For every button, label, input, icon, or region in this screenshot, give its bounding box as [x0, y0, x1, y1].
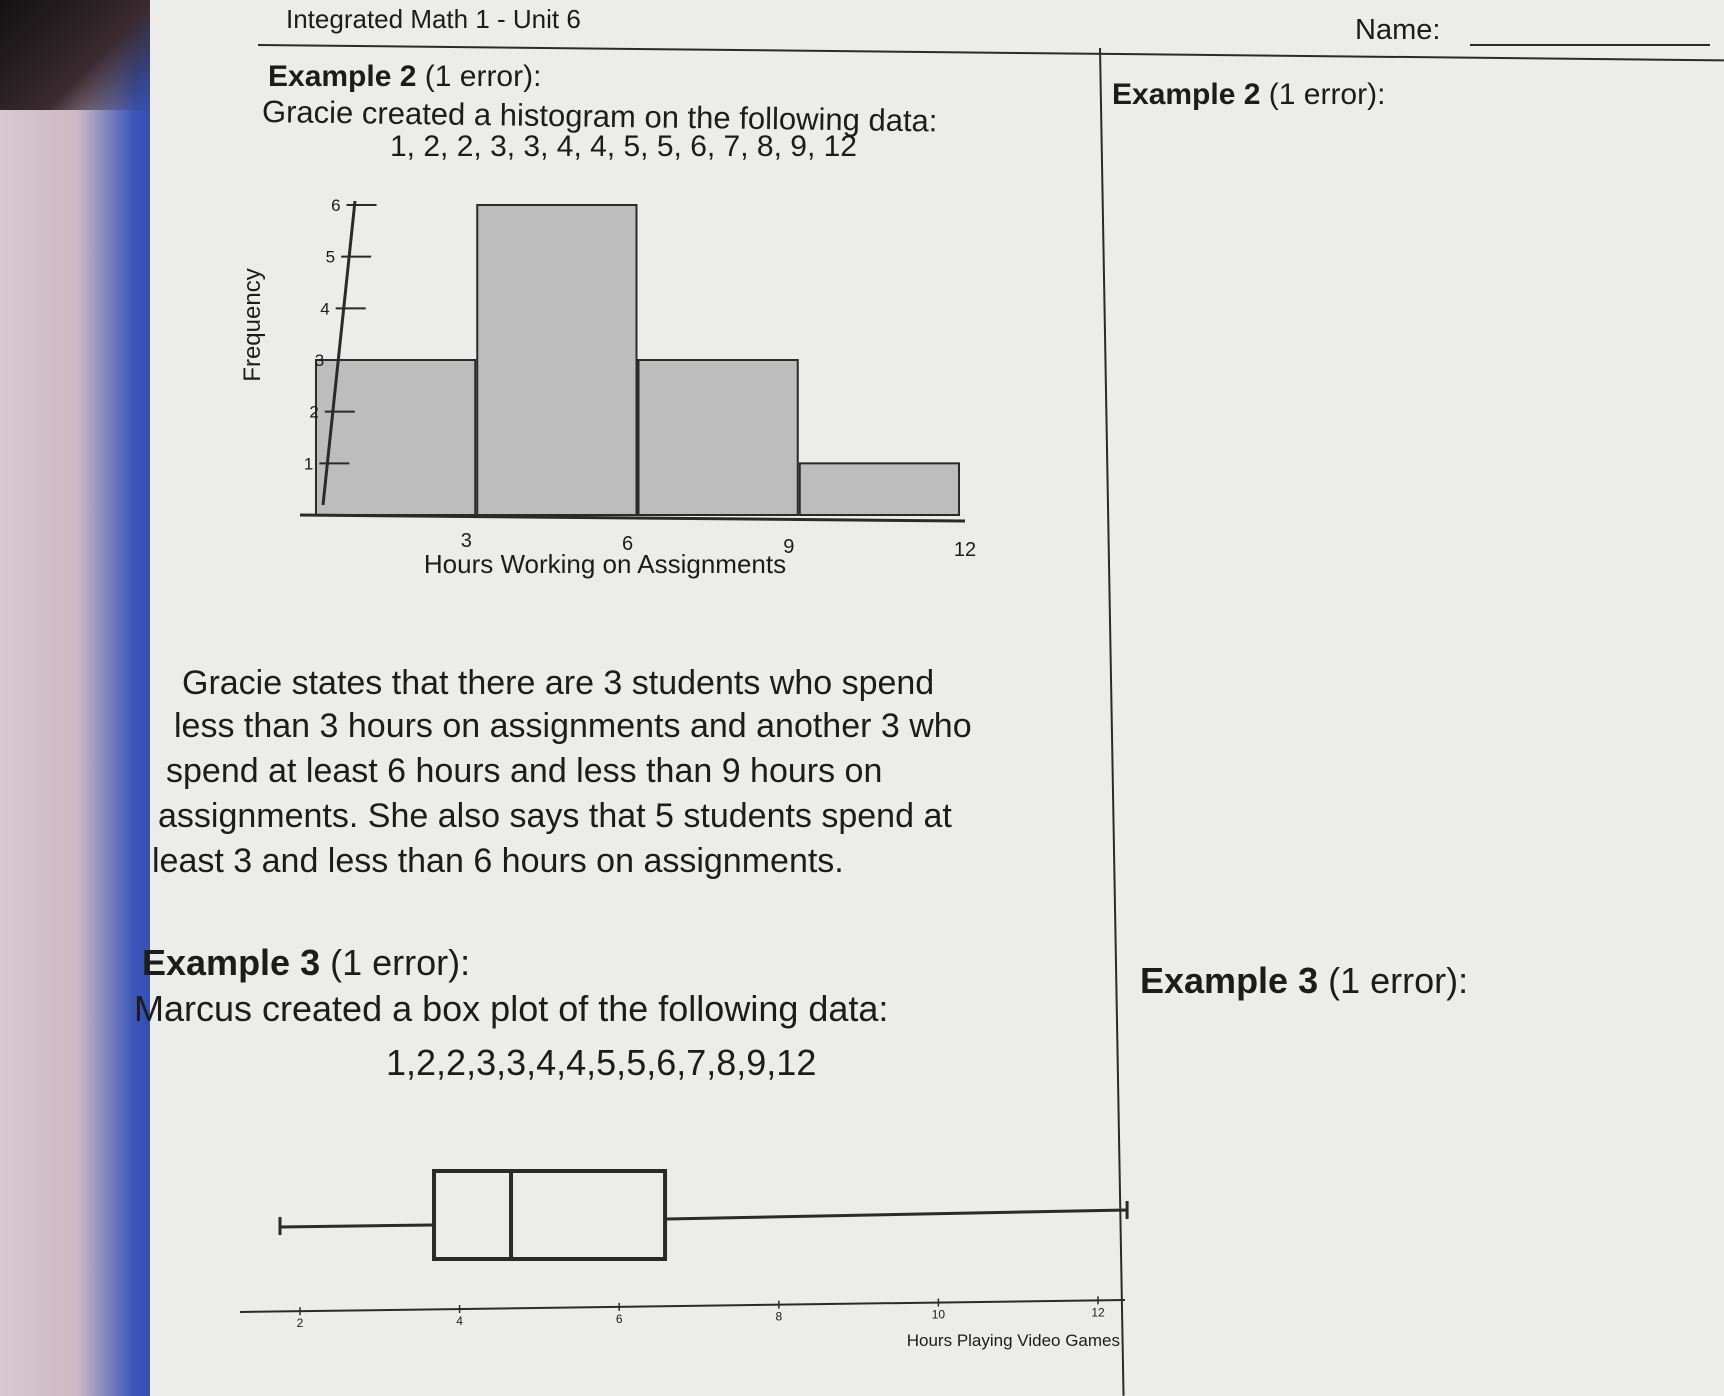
- box-x-axis-line: [240, 1300, 1125, 1312]
- statement-line: least 3 and less than 6 hours on assignments.: [152, 842, 844, 880]
- y-tick-label: 4: [320, 299, 330, 319]
- course-title: Integrated Math 1 - Unit 6: [286, 4, 581, 34]
- histogram-chart: [220, 190, 1020, 650]
- y-tick-label: 3: [314, 351, 325, 370]
- example3-right-title: Example 3 (1 error):: [1140, 960, 1469, 1001]
- x-tick-label: 12: [953, 539, 977, 561]
- name-blank-line[interactable]: [1470, 44, 1710, 46]
- example2-right-title: Example 2 (1 error):: [1112, 78, 1386, 111]
- lower-whisker: [280, 1225, 432, 1227]
- example2-data-list: 1, 2, 2, 3, 3, 4, 4, 5, 5, 6, 7, 8, 9, 12: [390, 130, 857, 163]
- example2-title: Example 2 (1 error):: [268, 60, 542, 93]
- statement-line: spend at least 6 hours and less than 9 hours on: [166, 752, 883, 790]
- statement-line: less than 3 hours on assignments and another 3 who: [174, 707, 972, 745]
- box-x-tick-label: 8: [775, 1309, 783, 1324]
- background-shadow: [0, 0, 150, 110]
- header-rule: [258, 44, 1724, 61]
- x-tick-label: 3: [460, 530, 472, 552]
- example2-intro: Gracie created a histogram on the following data:: [261, 94, 938, 139]
- statement-line: assignments. She also says that 5 students spend at: [158, 797, 952, 835]
- upper-whisker: [667, 1210, 1127, 1219]
- worksheet: [134, 0, 1724, 1396]
- histogram-bar: [316, 360, 475, 515]
- x-axis-title: Hours Working on Assignments: [423, 549, 787, 579]
- x-tick-label: 6: [621, 533, 634, 555]
- box-x-tick-label: 4: [456, 1314, 463, 1329]
- box-x-tick-label: 12: [1091, 1305, 1105, 1320]
- example3-intro: Marcus created a box plot of the following data:: [134, 988, 889, 1029]
- y-axis-title: Frequency: [239, 268, 266, 382]
- statement-line: Gracie states that there are 3 students who spend: [182, 664, 935, 702]
- box-iqr: [434, 1171, 665, 1259]
- background-edge: [0, 0, 172, 1396]
- x-tick-label: 9: [783, 536, 795, 558]
- y-tick-label: 2: [309, 402, 319, 422]
- example3-title: Example 3 (1 error):: [142, 942, 471, 983]
- box-x-tick-label: 10: [931, 1307, 946, 1322]
- histogram-bar: [477, 205, 636, 515]
- box-x-axis-title: Hours Playing Video Games: [906, 1331, 1120, 1350]
- box-x-tick-label: 6: [615, 1311, 623, 1326]
- histogram-bar: [639, 360, 798, 515]
- box-plot-chart: [150, 1140, 1130, 1360]
- y-tick-label: 6: [331, 196, 341, 215]
- name-label: Name:: [1355, 14, 1441, 46]
- y-tick-label: 1: [303, 454, 314, 474]
- y-tick-label: 5: [325, 247, 336, 267]
- box-x-tick-label: 2: [296, 1316, 304, 1331]
- example3-data-list: 1,2,2,3,3,4,4,5,5,6,7,8,9,12: [386, 1042, 817, 1083]
- histogram-bar: [800, 463, 959, 515]
